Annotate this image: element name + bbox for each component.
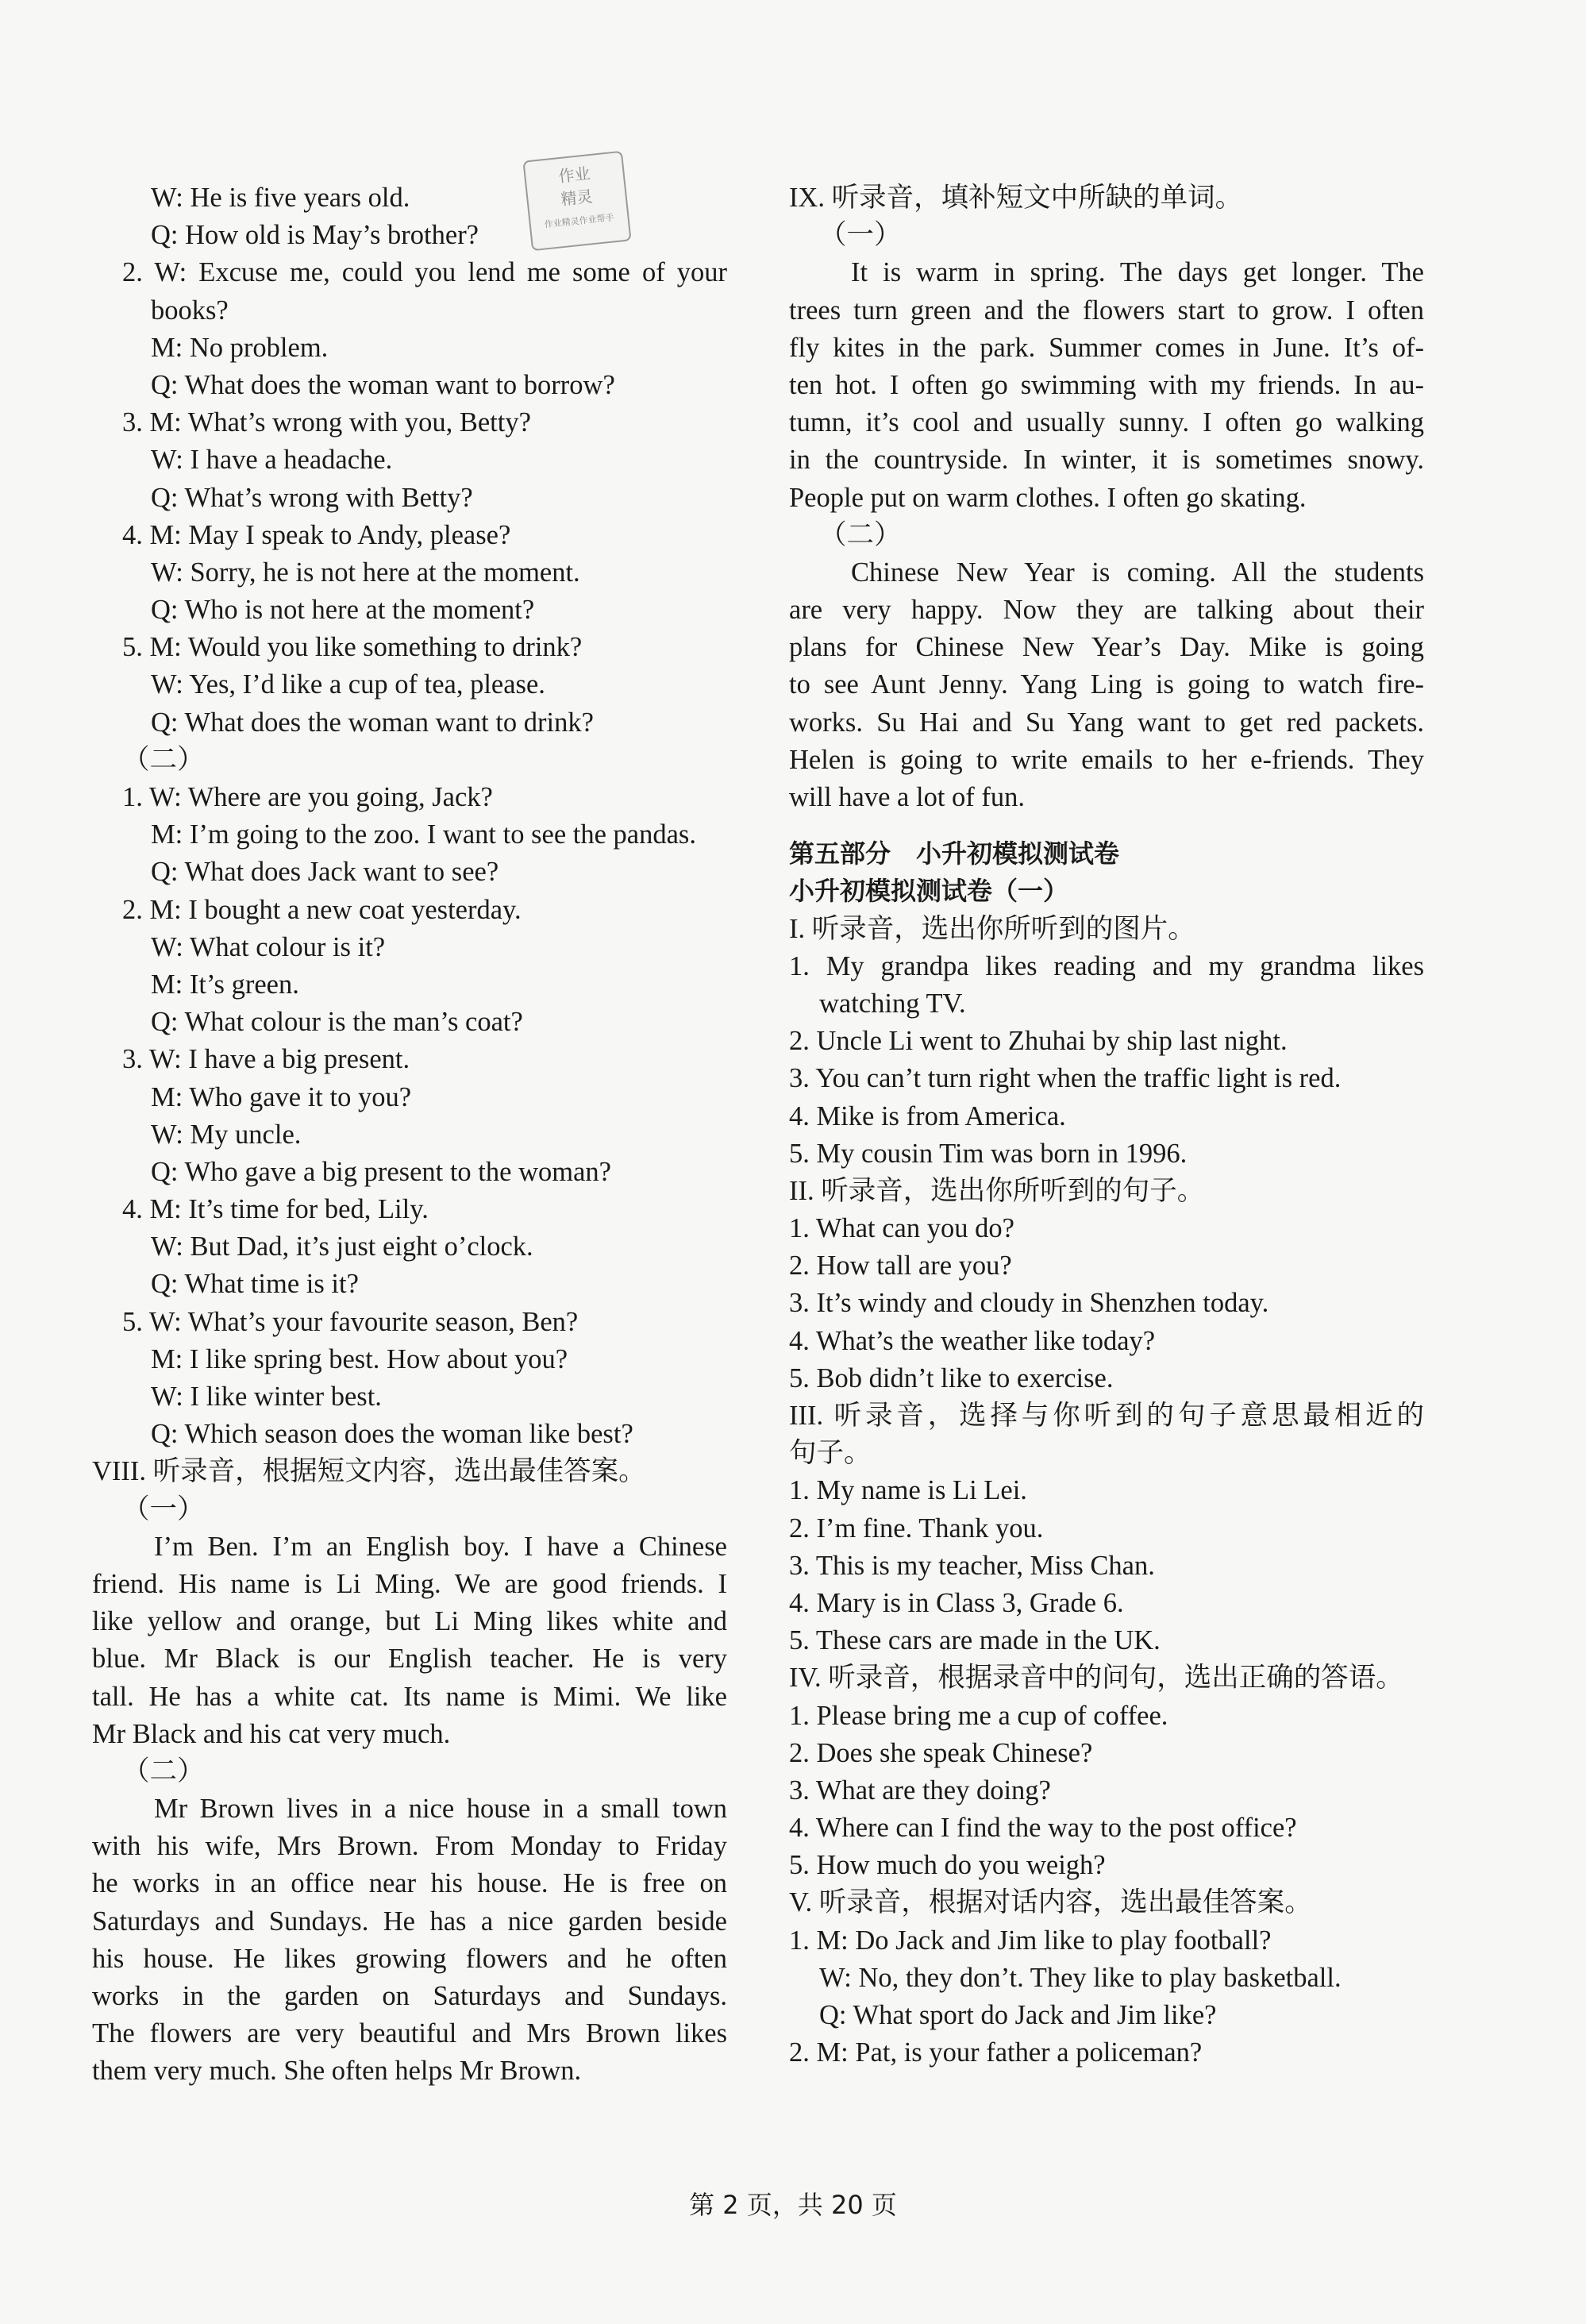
text-line: （二） xyxy=(819,519,902,550)
text-line: W: I have a headache. xyxy=(151,445,393,476)
text-line: W: My uncle. xyxy=(151,1119,302,1150)
text-line: W: Yes, I’d like a cup of tea, please. xyxy=(151,669,545,700)
text-line: 1. W: Where are you going, Jack? xyxy=(122,782,493,812)
text-line: friend. His name is Li Ming. We are good friends. I xyxy=(92,1568,727,1599)
text-line: with his wife, Mrs Brown. From Monday to Friday xyxy=(92,1831,727,1862)
text-line: People put on warm clothes. I often go skating. xyxy=(789,482,1307,513)
text-line: in the countryside. In winter, it is sometimes snowy. xyxy=(789,445,1424,476)
text-line: 3. W: I have a big present. xyxy=(122,1044,410,1075)
page-footer: 第 2 页，共 20 页 xyxy=(689,2190,897,2220)
text-line: 3. M: What’s wrong with you, Betty? xyxy=(122,407,531,438)
text-line: 5. My cousin Tim was born in 1996. xyxy=(789,1138,1188,1169)
text-line: like yellow and orange, but Li Ming likes white and xyxy=(92,1606,727,1637)
text-line: 4. What’s the weather like today? xyxy=(789,1325,1156,1356)
text-line: III. 听录音，选择与你听到的句子意思最相近的 xyxy=(789,1401,1424,1431)
text-line: Q: What does the woman want to borrow? xyxy=(151,369,615,400)
text-line: 2. M: Pat, is your father a policeman? xyxy=(789,2037,1203,2068)
text-line: Q: What does Jack want to see? xyxy=(151,857,499,888)
text-line: 3. You can’t turn right when the traffic light is red. xyxy=(789,1063,1342,1094)
text-line: 2. Uncle Li went to Zhuhai by ship last night. xyxy=(789,1026,1288,1057)
text-line: W: No, they don’t. They like to play basketball. xyxy=(819,1962,1342,1993)
text-line: Q: What does the woman want to drink? xyxy=(151,707,594,738)
text-line: VIII. 听录音，根据短文内容，选出最佳答案。 xyxy=(92,1456,646,1487)
text-line: It is warm in spring. The days get longer. The xyxy=(851,257,1424,288)
text-line: 1. My name is Li Lei. xyxy=(789,1475,1027,1506)
text-line: Q: How old is May’s brother? xyxy=(151,220,479,251)
text-line: 2. Does she speak Chinese? xyxy=(789,1737,1093,1768)
text-line: （二） xyxy=(122,1756,205,1786)
text-line: 4. Mary is in Class 3, Grade 6. xyxy=(789,1587,1124,1618)
text-line: Helen is going to write emails to her e-friends. They xyxy=(789,744,1424,775)
text-line: 句子。 xyxy=(789,1438,872,1469)
text-line: tall. He has a white cat. Its name is Mimi. We like xyxy=(92,1681,727,1712)
text-line: will have a lot of fun. xyxy=(789,782,1026,812)
text-line: Q: What’s wrong with Betty? xyxy=(151,482,473,513)
text-line: W: But Dad, it’s just eight o’clock. xyxy=(151,1231,533,1262)
text-line: Q: Which season does the woman like best? xyxy=(151,1419,633,1450)
text-line: 5. W: What’s your favourite season, Ben? xyxy=(122,1306,579,1337)
text-line: M: It’s green. xyxy=(151,969,299,1000)
text-line: W: Sorry, he is not here at the moment. xyxy=(151,557,580,588)
text-line xyxy=(789,816,1424,835)
text-line: 4. M: It’s time for bed, Lily. xyxy=(122,1194,429,1225)
text-line: 1. M: Do Jack and Jim like to play football? xyxy=(789,1925,1272,1956)
text-line: 1. Please bring me a cup of coffee. xyxy=(789,1700,1168,1731)
text-line: tumn, it’s cool and usually sunny. I often go walking xyxy=(789,407,1424,438)
text-line: Mr Brown lives in a nice house in a small town xyxy=(154,1794,727,1825)
text-line: 5. Bob didn’t like to exercise. xyxy=(789,1362,1114,1393)
text-line: 3. What are they doing? xyxy=(789,1775,1051,1806)
left-column xyxy=(92,179,727,2091)
text-line: Q: Who gave a big present to the woman? xyxy=(151,1156,611,1187)
stamp-line-2: 精灵 xyxy=(560,186,594,210)
text-line: 4. Mike is from America. xyxy=(789,1100,1066,1131)
text-line: fly kites in the park. Summer comes in June. It’s of- xyxy=(789,332,1424,363)
text-line: The flowers are very beautiful and Mrs Brown likes xyxy=(92,2018,727,2049)
text-line: 4. Where can I find the way to the post office? xyxy=(789,1813,1297,1844)
text-line: 2. M: I bought a new coat yesterday. xyxy=(122,894,522,925)
text-line: works. Su Hai and Su Yang want to get red packets. xyxy=(789,707,1424,738)
text-line: 5. How much do you weigh? xyxy=(789,1850,1106,1881)
text-line: W: What colour is it? xyxy=(151,931,386,962)
text-line: V. 听录音，根据对话内容，选出最佳答案。 xyxy=(789,1887,1312,1918)
text-line: ten hot. I often go swimming with my friends. In au- xyxy=(789,369,1424,400)
text-line: Q: What colour is the man’s coat? xyxy=(151,1007,523,1038)
text-line: plans for Chinese New Year’s Day. Mike is going xyxy=(789,632,1424,663)
text-line: books? xyxy=(151,295,229,326)
text-line: blue. Mr Black is our English teacher. He is very xyxy=(92,1644,727,1675)
text-line: IV. 听录音，根据录音中的问句，选出正确的答语。 xyxy=(789,1663,1403,1694)
text-line: M: Who gave it to you? xyxy=(151,1081,412,1112)
text-line: （二） xyxy=(122,744,205,775)
text-line: them very much. She often helps Mr Brown. xyxy=(92,2056,582,2087)
text-line: he works in an office near his house. He is free on xyxy=(92,1868,727,1899)
text-line: works in the garden on Saturdays and Sundays. xyxy=(92,1981,727,2011)
text-line: 3. This is my teacher, Miss Chan. xyxy=(789,1550,1155,1581)
text-line: I. 听录音，选出你所听到的图片。 xyxy=(789,913,1195,944)
text-line: M: No problem. xyxy=(151,332,329,363)
text-line: 1. My grandpa likes reading and my grandma likes xyxy=(789,950,1424,981)
text-line: I’m Ben. I’m an English boy. I have a Chinese xyxy=(154,1531,727,1562)
text-line: Q: Who is not here at the moment? xyxy=(151,595,535,626)
text-line: to see Aunt Jenny. Yang Ling is going to watch fire- xyxy=(789,669,1424,700)
text-line: 5. These cars are made in the UK. xyxy=(789,1625,1161,1656)
text-line: 2. How tall are you? xyxy=(789,1251,1012,1281)
text-line: Saturdays and Sundays. He has a nice garden beside xyxy=(92,1906,727,1937)
section-heading: 第五部分 小升初模拟测试卷 xyxy=(789,838,1120,869)
text-line: his house. He likes growing flowers and he often xyxy=(92,1943,727,1974)
text-line: trees turn green and the flowers start to grow. I often xyxy=(789,295,1424,326)
text-line: IX. 听录音，填补短文中所缺的单词。 xyxy=(789,183,1243,213)
text-line: are very happy. Now they are talking about their xyxy=(789,595,1424,626)
text-line: M: I’m going to the zoo. I want to see the pandas. xyxy=(151,819,696,850)
text-line: Q: What sport do Jack and Jim like? xyxy=(819,2000,1217,2030)
text-line: watching TV. xyxy=(819,988,966,1019)
text-line: M: I like spring best. How about you? xyxy=(151,1343,568,1374)
stamp-line-3: 作业精灵作业帮手 xyxy=(544,212,615,230)
text-line: 5. M: Would you like something to drink? xyxy=(122,632,583,663)
stamp-line-1: 作业 xyxy=(557,164,591,187)
text-line: 2. I’m fine. Thank you. xyxy=(789,1513,1044,1544)
right-column xyxy=(789,179,1424,2072)
text-line: 2. W: Excuse me, could you lend me some of your xyxy=(122,257,727,288)
section-heading: 小升初模拟测试卷（一） xyxy=(789,876,1069,907)
text-line: 4. M: May I speak to Andy, please? xyxy=(122,519,511,550)
text-line: Q: What time is it? xyxy=(151,1269,359,1300)
text-line: W: I like winter best. xyxy=(151,1382,382,1412)
text-line: （一） xyxy=(122,1493,205,1524)
text-line: 1. What can you do? xyxy=(789,1213,1014,1244)
text-line: II. 听录音，选出你所听到的句子。 xyxy=(789,1175,1205,1206)
text-line: 3. It’s windy and cloudy in Shenzhen today. xyxy=(789,1288,1269,1319)
text-line: （一） xyxy=(819,220,902,251)
text-line: Chinese New Year is coming. All the students xyxy=(851,557,1424,588)
text-line: Mr Black and his cat very much. xyxy=(92,1718,451,1749)
text-line: W: He is five years old. xyxy=(151,183,410,213)
